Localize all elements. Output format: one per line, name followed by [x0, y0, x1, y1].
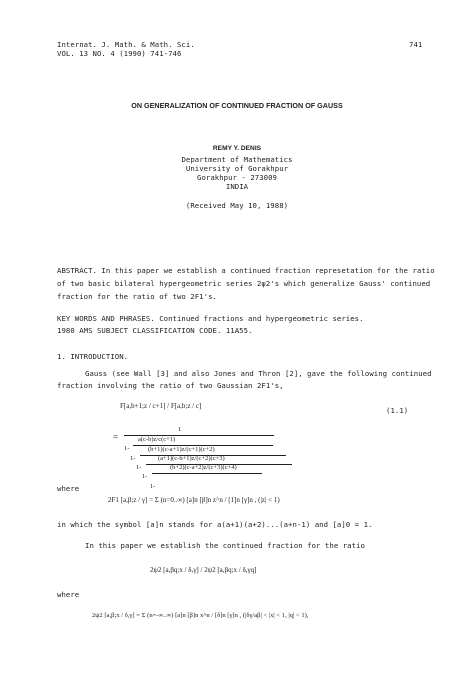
journal-name: Internat. J. Math. & Math. Sci. — [57, 40, 195, 49]
intro-line: fraction involving the ratio of two Gaussian 2F1's, — [57, 381, 284, 390]
affiliation-line: University of Gorakhpur — [185, 164, 289, 173]
where-label: where — [57, 590, 80, 599]
psi-ratio: 2ψ2 [a,βq;x / δ,γ] / 2ψ2 [a,βq;x / δ,γq] — [150, 566, 257, 574]
cf-one: 1- — [124, 445, 130, 452]
paper-title: ON GENERALIZATION OF CONTINUED FRACTION OF GAUSS — [131, 101, 343, 110]
affiliation-line: Department of Mathematics — [181, 155, 293, 164]
intro-line: Gauss (see Wall [3] and also Jones and Thron [2], gave the following continued — [85, 369, 432, 378]
equals-sign: = — [113, 432, 119, 442]
cf-term: (b+1)(c-a+1)z/(c+1)(c+2) — [148, 446, 215, 453]
affiliation-line: Gorakhpur - 273009 — [197, 173, 277, 182]
fraction-bar — [152, 473, 262, 474]
page-number: 741 — [409, 40, 423, 49]
received-date: (Received May 10, 1988) — [185, 201, 289, 210]
volume-info: VOL. 13 NO. 4 (1990) 741-746 — [57, 49, 182, 58]
abstract-line: fraction for the ratio of two 2F1's. — [57, 292, 217, 301]
gauss-ratio: F[a,b+1;z / c+1] / F[a,b;z / c] — [120, 402, 202, 410]
cf-one: 1- — [150, 483, 156, 490]
para-line: In this paper we establish the continued fraction for the ratio — [85, 541, 365, 550]
abstract-line: of two basic bilateral hypergeometric series 2ψ2's which generalize Gauss' continued — [57, 279, 431, 288]
cf-one: 1- — [136, 464, 142, 471]
cf-term: (b+2)(c-a+2)z/(c+3)(c+4) — [170, 464, 237, 471]
where-label: where — [57, 484, 80, 493]
psi-definition: 2ψ2 [a,β;x / δ,γ] = Σ (n=-∞..∞) [a]n [β]n x^n / [δ]n [γ]n , (|δγ/aβ| < |x| < 1, |q| < 1), — [92, 612, 309, 619]
pochhammer-note: in which the symbol [a]n stands for a(a+1)(a+2)...(a+n-1) and [a]0 = 1. — [57, 520, 373, 529]
equation-number: (1.1) — [386, 406, 409, 415]
keywords: KEY WORDS AND PHRASES. Continued fractions and hypergeometric series. — [57, 314, 364, 323]
hypergeometric-definition: 2F1 [a,β;z / γ] = Σ (n=0..∞) [a]n [β]n z^n / [1]n [γ]n , (|z| < 1) — [108, 496, 280, 504]
cf-term: a(c-b)z/c(c+1) — [138, 436, 176, 443]
cf-one: 1- — [142, 473, 148, 480]
cf-one: 1- — [130, 455, 136, 462]
section-heading: 1. INTRODUCTION. — [57, 352, 129, 361]
cf-term: (a+1)(c-b+1)z/(c+2)(c+3) — [158, 455, 225, 462]
cf-numerator: 1 — [178, 426, 182, 433]
abstract-line: ABSTRACT. In this paper we establish a continued fraction represetation for the ratio — [57, 266, 435, 275]
author-name: REMY Y. DENIS — [212, 145, 262, 152]
ams-code: 1980 AMS SUBJECT CLASSIFICATION CODE. 11A55. — [57, 326, 253, 335]
affiliation-line: INDIA — [225, 182, 249, 191]
